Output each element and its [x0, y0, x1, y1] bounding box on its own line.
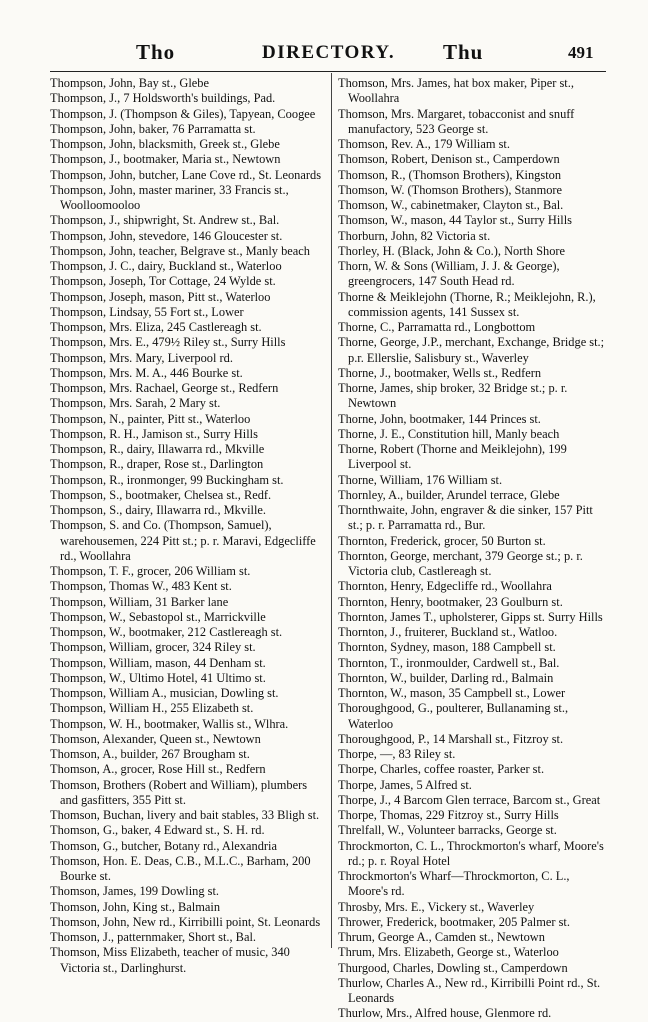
directory-entry: Thompson, Mrs. Rachael, George st., Redfern — [50, 381, 279, 395]
directory-entry: Thorpe, Charles, coffee roaster, Parker st. — [338, 762, 545, 777]
directory-entry: Thomson, Mrs. James, hat box maker, Piper st., Woollahra — [338, 76, 574, 106]
directory-entry: Thompson, John, butcher, Lane Cove rd., St. Leonards — [50, 167, 322, 182]
directory-entry: Thompson, John, baker, 76 Parramatta st. — [50, 121, 256, 136]
directory-entry: Thompson, R., ironmonger, 99 Buckingham st. — [50, 472, 284, 487]
directory-entry: Thorn, W. & Sons (William, J. J. & George), greengrocers, 147 South Head rd. — [338, 259, 560, 289]
directory-entry: Thomson, W., cabinetmaker, Clayton st., Bal. — [338, 198, 564, 212]
directory-entry: Thompson, Mrs. M. A., 446 Bourke st. — [50, 365, 243, 380]
directory-entry: Thompson, John, stevedore, 146 Gloucester st. — [50, 228, 283, 243]
directory-entry: Thomson, Mrs. Margaret, tobacconist and snuff manufactory, 523 George st. — [338, 106, 575, 136]
directory-entry: Thornton, T., ironmoulder, Cardwell st., Bal. — [338, 655, 560, 670]
directory-entry: Thompson, W., bootmaker, 212 Castlereagh st. — [50, 625, 283, 639]
directory-entry: Threlfall, W., Volunteer barracks, George st. — [338, 823, 557, 838]
directory-entry: Thurgood, Charles, Dowling st., Camperdown — [338, 960, 568, 975]
running-head-left: Tho — [136, 40, 176, 64]
directory-entry: Throckmorton's Wharf—Throckmorton, C. L., Moore's rd. — [338, 869, 570, 899]
directory-entry: Thomson, W., mason, 44 Taylor st., Surry Hills — [338, 213, 572, 228]
directory-entry: Thomson, John, New rd., Kirribilli point, St. Leonards — [50, 914, 321, 929]
directory-entry: Thompson, Mrs. Mary, Liverpool rd. — [50, 350, 233, 365]
directory-entry: Thorne, J. E., Constitution hill, Manly beach — [338, 426, 560, 441]
directory-entry: Thorne, James, ship broker, 32 Bridge st.; p. r. Newtown — [338, 381, 568, 411]
directory-entry: Thurlow, Charles A., New rd., Kirribilli Point rd., St. Leonards — [338, 975, 601, 1005]
directory-entry: Thornton, George, merchant, 379 George st.; p. r. Victoria club, Castlereagh st. — [338, 548, 583, 578]
directory-entry: Thomson, G., baker, 4 Edward st., S. H. rd. — [50, 823, 265, 838]
directory-entry: Thompson, R., dairy, Illawarra rd., Mkville — [50, 442, 265, 456]
directory-entry: Thompson, N., painter, Pitt st., Waterloo — [50, 411, 251, 426]
directory-entry: Thompson, John, master mariner, 33 Francis st., Woolloomooloo — [50, 182, 289, 212]
directory-entry: Thorburn, John, 82 Victoria st. — [338, 228, 491, 243]
left-column — [50, 76, 326, 976]
directory-entry: Thompson, Joseph, mason, Pitt st., Waterloo — [50, 289, 271, 304]
directory-entry: Thornton, Sydney, mason, 188 Campbell st. — [338, 640, 556, 655]
directory-entry: Thorne & Meiklejohn (Thorne, R.; Meiklejohn, R.), commission agents, 141 Sussex st. — [338, 289, 596, 319]
directory-entry: Thompson, J. (Thompson & Giles), Tapyean, Coogee — [50, 106, 316, 121]
directory-entry: Thompson, R. H., Jamison st., Surry Hills — [50, 426, 258, 441]
directory-entry: Thornton, Frederick, grocer, 50 Burton st. — [338, 533, 546, 548]
directory-entry: Thornton, W., builder, Darling rd., Balmain — [338, 670, 554, 685]
directory-entry: Thompson, W., Sebastopol st., Marrickville — [50, 609, 266, 624]
directory-entry: Thompson, J., 7 Holdsworth's buildings, Pad. — [50, 91, 276, 106]
directory-entry: Thorley, H. (Black, John & Co.), North Shore — [338, 243, 566, 258]
directory-entry: Thompson, John, Bay st., Glebe — [50, 76, 210, 90]
directory-entry: Thompson, Mrs. E., 479½ Riley st., Surry Hills — [50, 335, 286, 350]
directory-entry: Thorpe, —, 83 Riley st. — [338, 747, 456, 761]
directory-entry: Thomson, Miss Elizabeth, teacher of music, 340 Victoria st., Darlinghurst. — [50, 945, 290, 975]
directory-entry: Thornton, Henry, Edgecliffe rd., Woollahra — [338, 579, 552, 594]
directory-entry: Thomson, J., patternmaker, Short st., Bal. — [50, 930, 256, 944]
header-rule — [50, 71, 606, 72]
directory-entry: Thorpe, James, 5 Alfred st. — [338, 777, 472, 792]
directory-entry: Thorpe, J., 4 Barcom Glen terrace, Barcom st., Great — [338, 792, 601, 807]
directory-entry: Thompson, Mrs. Eliza, 245 Castlereagh st. — [50, 320, 262, 334]
directory-entry: Thompson, J., shipwright, St. Andrew st., Bal. — [50, 213, 280, 228]
directory-entry: Thorne, George, J.P., merchant, Exchange, Bridge st.; p.r. Ellerslie, Salisbury st., Waverley — [338, 335, 605, 365]
directory-entry: Thomson, A., grocer, Rose Hill st., Redfern — [50, 762, 266, 777]
directory-entry: Thornton, J., fruiterer, Buckland st., Watloo. — [338, 625, 558, 639]
directory-entry: Thompson, Joseph, Tor Cottage, 24 Wylde st. — [50, 274, 276, 289]
directory-entry: Thompson, John, blacksmith, Greek st., Glebe — [50, 137, 280, 151]
directory-entry: Thornton, Henry, bootmaker, 23 Goulburn st. — [338, 594, 563, 609]
directory-entry: Thompson, Thomas W., 483 Kent st. — [50, 579, 232, 594]
directory-entry: Thorne, Robert (Thorne and Meiklejohn), 199 Liverpool st. — [338, 442, 567, 472]
directory-entry: Throckmorton, C. L., Throckmorton's wharf, Moore's rd.; p. r. Royal Hotel — [338, 838, 604, 868]
directory-entry: Thomson, G., butcher, Botany rd., Alexandria — [50, 838, 277, 853]
directory-entry: Thompson, Mrs. Sarah, 2 Mary st. — [50, 396, 221, 411]
directory-entry: Thompson, R., draper, Rose st., Darlington — [50, 457, 264, 472]
directory-entry: Thomson, R., (Thomson Brothers), Kingston — [338, 167, 562, 182]
directory-entry: Thompson, S., dairy, Illawarra rd., Mkville. — [50, 503, 266, 517]
directory-entry: Thrum, George A., Camden st., Newtown — [338, 930, 545, 944]
directory-entry: Thomson, Alexander, Queen st., Newtown — [50, 731, 261, 746]
directory-entry: Thomson, A., builder, 267 Brougham st. — [50, 747, 250, 761]
directory-entry: Thompson, John, teacher, Belgrave st., Manly beach — [50, 243, 310, 258]
directory-entry: Thompson, J., bootmaker, Maria st., Newtown — [50, 152, 281, 167]
directory-entry: Thorne, J., bootmaker, Wells st., Redfern — [338, 365, 542, 380]
directory-entry: Thomson, Rev. A., 179 William st. — [338, 137, 510, 151]
directory-entry: Thomson, Buchan, livery and bait stables, 33 Bligh st. — [50, 808, 320, 822]
directory-entry: Thrower, Frederick, bootmaker, 205 Palmer st. — [338, 914, 570, 929]
directory-entry: Thurlow, Mrs., Alfred house, Glenmore rd. — [338, 1006, 552, 1021]
directory-entry: Thorne, John, bootmaker, 144 Princes st. — [338, 411, 541, 426]
running-head-right: Thu — [443, 40, 484, 64]
directory-entry: Thompson, S., bootmaker, Chelsea st., Redf. — [50, 487, 272, 502]
directory-entry: Thomson, Robert, Denison st., Camperdown — [338, 152, 560, 167]
directory-entry: Thoroughgood, P., 14 Marshall st., Fitzroy st. — [338, 731, 564, 746]
directory-entry: Thomson, Hon. E. Deas, C.B., M.L.C., Barham, 200 Bourke st. — [50, 853, 311, 883]
right-column — [338, 76, 606, 1022]
directory-entry: Thompson, J. C., dairy, Buckland st., Waterloo — [50, 259, 282, 273]
directory-entry: Thomson, John, King st., Balmain — [50, 899, 221, 914]
page-header — [0, 40, 648, 68]
directory-entry: Thorpe, Thomas, 229 Fitzroy st., Surry Hills — [338, 808, 559, 822]
running-head-title: DIRECTORY. — [262, 42, 396, 63]
directory-entry: Thompson, W. H., bootmaker, Wallis st., Wlhra. — [50, 716, 289, 731]
directory-entry: Thompson, William H., 255 Elizabeth st. — [50, 701, 254, 716]
column-divider — [331, 73, 332, 948]
directory-entry: Throsby, Mrs. E., Vickery st., Waverley — [338, 899, 535, 914]
directory-entry: Thrum, Mrs. Elizabeth, George st., Waterloo — [338, 945, 559, 960]
directory-entry: Thomson, W. (Thomson Brothers), Stanmore — [338, 182, 563, 197]
directory-entry: Thompson, W., Ultimo Hotel, 41 Ultimo st. — [50, 670, 266, 685]
directory-entry: Thorne, William, 176 William st. — [338, 472, 503, 487]
directory-entry: Thompson, William, grocer, 324 Riley st. — [50, 640, 256, 655]
directory-entry: Thornley, A., builder, Arundel terrace, Glebe — [338, 487, 560, 502]
directory-entry: Thompson, S. and Co. (Thompson, Samuel), warehousemen, 224 Pitt st.; p. r. Maravi, Edgecliffe rd., Woollahra — [50, 518, 316, 563]
directory-entry: Thornton, W., mason, 35 Campbell st., Lower — [338, 686, 566, 700]
directory-entry: Thompson, William A., musician, Dowling st. — [50, 686, 279, 700]
directory-entry: Thompson, T. F., grocer, 206 William st. — [50, 564, 251, 578]
directory-entry: Thompson, William, mason, 44 Denham st. — [50, 655, 266, 670]
directory-entry: Thomson, James, 199 Dowling st. — [50, 884, 219, 899]
directory-entry: Thorne, C., Parramatta rd., Longbottom — [338, 320, 536, 334]
directory-entry: Thoroughgood, G., poulterer, Bullanaming st., Waterloo — [338, 701, 569, 731]
directory-entry: Thompson, William, 31 Barker lane — [50, 594, 229, 609]
directory-entry: Thornton, James T., upholsterer, Gipps st. Surry Hills — [338, 609, 603, 624]
directory-entry: Thomson, Brothers (Robert and William), plumbers and gasfitters, 355 Pitt st. — [50, 777, 308, 807]
directory-entry: Thornthwaite, John, engraver & die sinker, 157 Pitt st.; p. r. Parramatta rd., Bur. — [338, 503, 593, 533]
directory-entry: Thompson, Lindsay, 55 Fort st., Lower — [50, 304, 244, 319]
page-number: 491 — [568, 43, 594, 62]
